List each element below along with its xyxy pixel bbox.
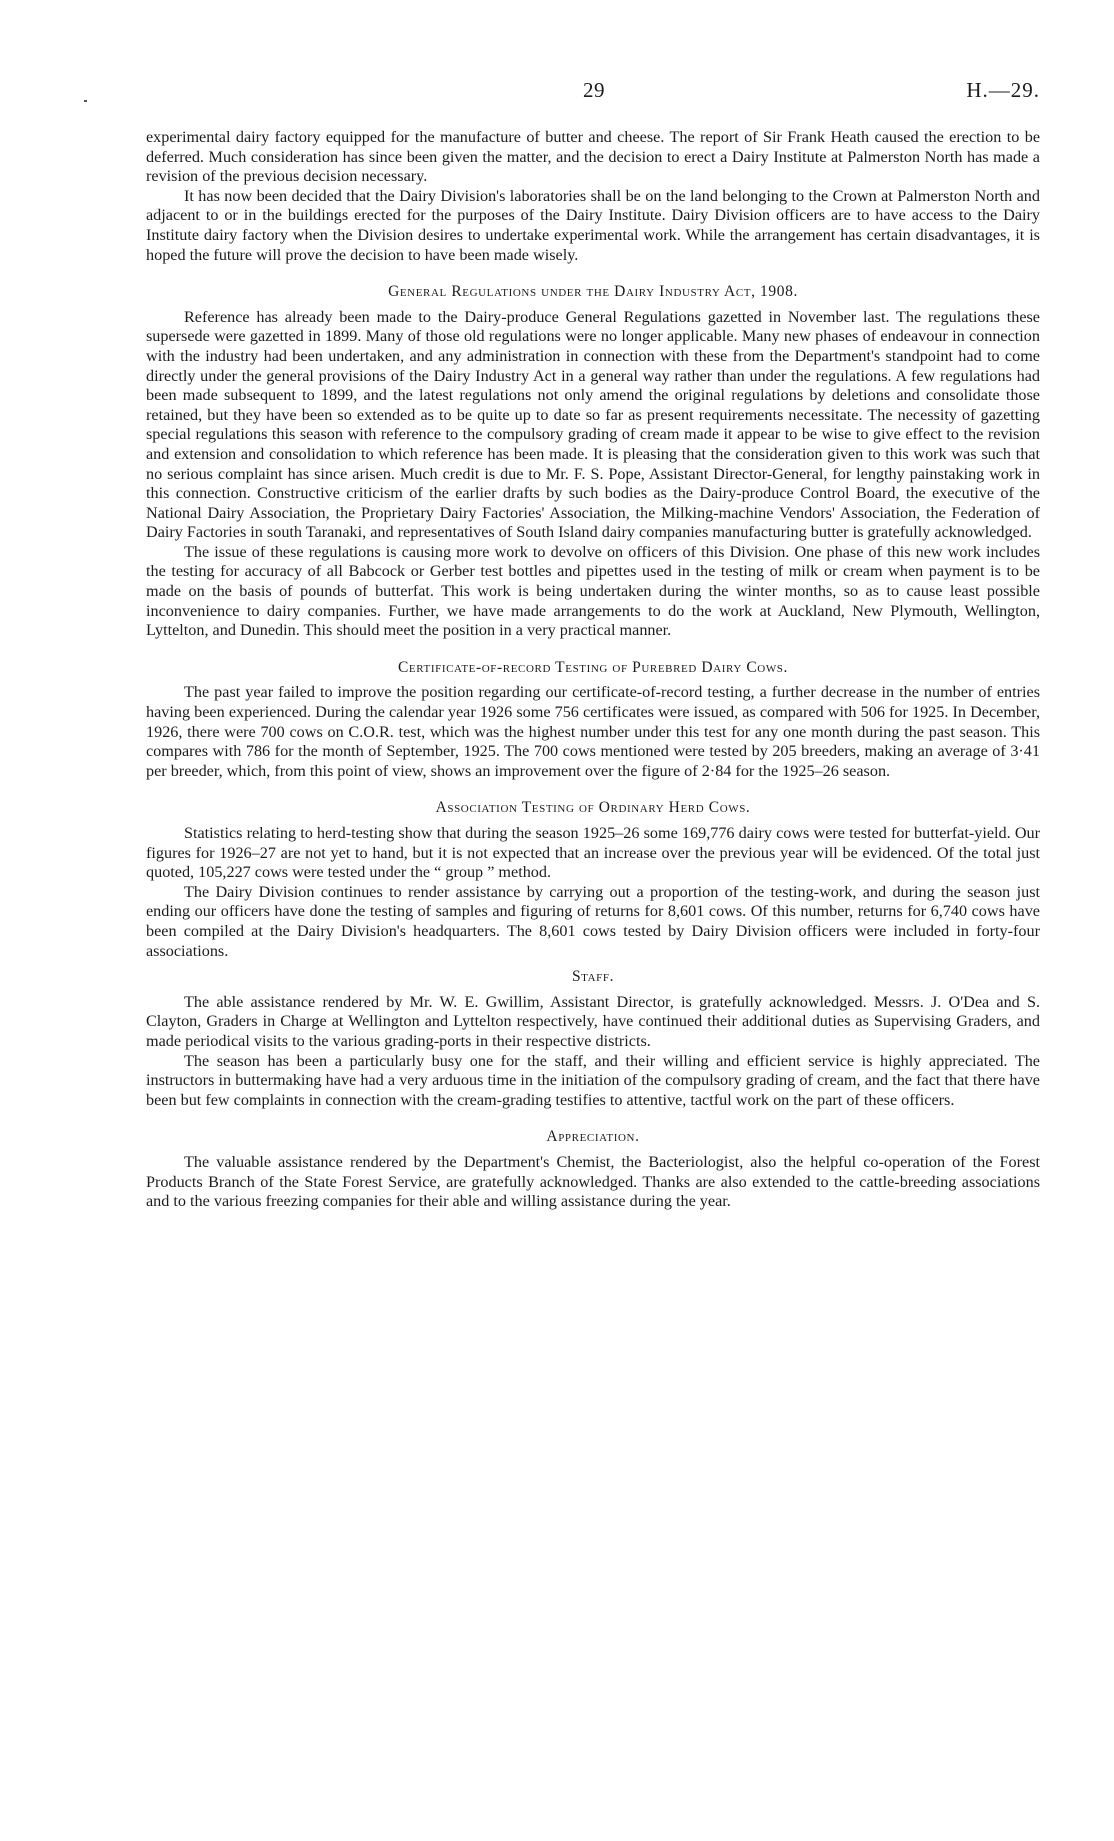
paragraph: It has now been decided that the Dairy Division's laboratories shall be on the land belonging to the Crown at Palmerston North and adjacent to or in the buildings erected for the purposes of the Dairy Institute. Dairy Division officers are to have access to the Dairy Institute dairy factory when the Division desires to undertake experimental work. While the arrangement has certain disadvantages, it is hoped the future will prove the decision to have been made wisely. [146,186,1040,264]
page-header [0,78,1114,108]
section-appreciation [146,1127,1040,1211]
document-body [146,128,1040,1212]
document-code: H.—29. [966,78,1040,102]
paragraph: The valuable assistance rendered by the Department's Chemist, the Bacteriologist, also the helpful co-operation of the Forest Products Branch of the State Forest Service, are gratefully acknowledged. Thanks are also extended to the cattle-breeding associations and to the various freezing companies for their able and willing assistance during the year. [146,1152,1040,1211]
paragraph: Statistics relating to herd-testing show that during the season 1925–26 some 169,776 dairy cows were tested for butterfat-yield. Our figures for 1926–27 are not yet to hand, but it is not expected that an increase over the previous year will be evidenced. Of the total just quoted, 105,227 cows were tested under the “ group ” method. [146,824,1040,882]
paragraph: Reference has already been made to the Dairy-produce General Regulations gazetted in November last. The regulations these supersede were gazetted in 1899. Many of those old regulations were no longer applicable. Many new phases of endeavour in connection with the industry had been undertaken, and any administration in connection with these from the Department's standpoint had to come directly under the general provisions of the Dairy Industry Act in a general way rather than under the regulations. A few regulations had been made subsequent to 1899, and the latest regulations not only amend the original regulations by deletions and consolidate those retained, but they have been so extended as to be quite up to date so far as present requirements necessitate. The necessity of gazetting special regulations this season with reference to the compulsory grading of cream made it appear to be wise to give effect to the revision and extension and consolidation to which reference has been made. It is pleasing that the consideration given to this work was such that no serious complaint has since arisen. Much credit is due to Mr. F. S. Pope, Assistant Director-General, for lengthy painstaking work in this connection. Constructive criticism of the earlier drafts by such bodies as the Dairy-produce Control Board, the executive of the National Dairy Association, the Proprietary Dairy Factories' Association, the Milking-machine Vendors' Association, the Federation of Dairy Factories in south Taranaki, and representatives of South Island dairy companies manufacturing butter is gratefully acknowledged. [146,307,1040,542]
section-certificate-of-record [146,658,1040,782]
paragraph: The able assistance rendered by Mr. W. E. Gwillim, Assistant Director, is gratefully acknowledged. Messrs. J. O'Dea and S. Clayton, Graders in Charge at Wellington and Lyttelton respectively, have continued their additional duties as Supervising Graders, and made periodical visits to the various grading-ports in their respective districts. [146,992,1040,1050]
section-heading: Association Testing of Ordinary Herd Cows. [435,799,751,817]
paragraph: experimental dairy factory equipped for the manufacture of butter and cheese. The report of Sir Frank Heath caused the erection to be deferred. Much consideration has since been given the matter, and the decision to erect a Dairy Institute at Palmerston North has made a revision of the previous decision necessary. [146,128,1040,186]
paragraph: The past year failed to improve the position regarding our certificate-of-record testing, a further decrease in the number of entries having been experienced. During the calendar year 1926 some 756 certificates were issued, as compared with 506 for 1925. In December, 1926, there were 700 cows on C.O.R. test, which was the highest number under this test for any one month during the past season. This compares with 786 for the month of September, 1925. The 700 cows mentioned were tested by 205 breeders, making an average of 3·41 per breeder, which, from this point of view, shows an improvement over the figure of 2·84 for the 1925–26 season. [146,683,1040,780]
page-number: 29 [583,78,605,102]
section-heading: Certificate-of-record Testing of Purebred Dairy Cows. [397,658,789,676]
paragraph: The season has been a particularly busy one for the staff, and their willing and efficient service is highly appreciated. The instructors in buttermaking have had a very arduous time in the initiation of the compulsory grading of cream, and the fact that there have been but few complaints in connection with the cream-grading testifies to attentive, tactful work on the part of these officers. [146,1051,1040,1109]
paragraph: The issue of these regulations is causing more work to devolve on officers of this Division. One phase of this new work includes the testing for accuracy of all Babcock or Gerber test bottles and pipettes used in the testing of milk or cream when payment is to be made on the basis of pounds of butterfat. This work is being undertaken during the winter months, so as to cause least possible inconvenience to dairy companies. Further, we have made arrangements to do the work at Auckland, New Plymouth, Wellington, Lyttelton, and Dunedin. This should meet the position in a very practical manner. [146,542,1040,640]
section-association-testing [146,798,1040,961]
section-general-regulations [146,282,1040,641]
section-heading: Appreciation. [546,1128,640,1146]
section-institute [146,128,1040,265]
paragraph: The Dairy Division continues to render assistance by carrying out a proportion of the testing-work, and during the season just ending our officers have done the testing of samples and figuring of returns for 8,601 cows. Of this number, returns for 6,740 cows have been compiled at the Dairy Division's headquarters. The 8,601 cows tested by Dairy Division officers were included in forty-four associations. [146,882,1040,960]
section-heading: Staff. [571,968,615,986]
section-staff [146,967,1040,1110]
section-heading: General Regulations under the Dairy Industry Act, 1908. [388,283,798,301]
